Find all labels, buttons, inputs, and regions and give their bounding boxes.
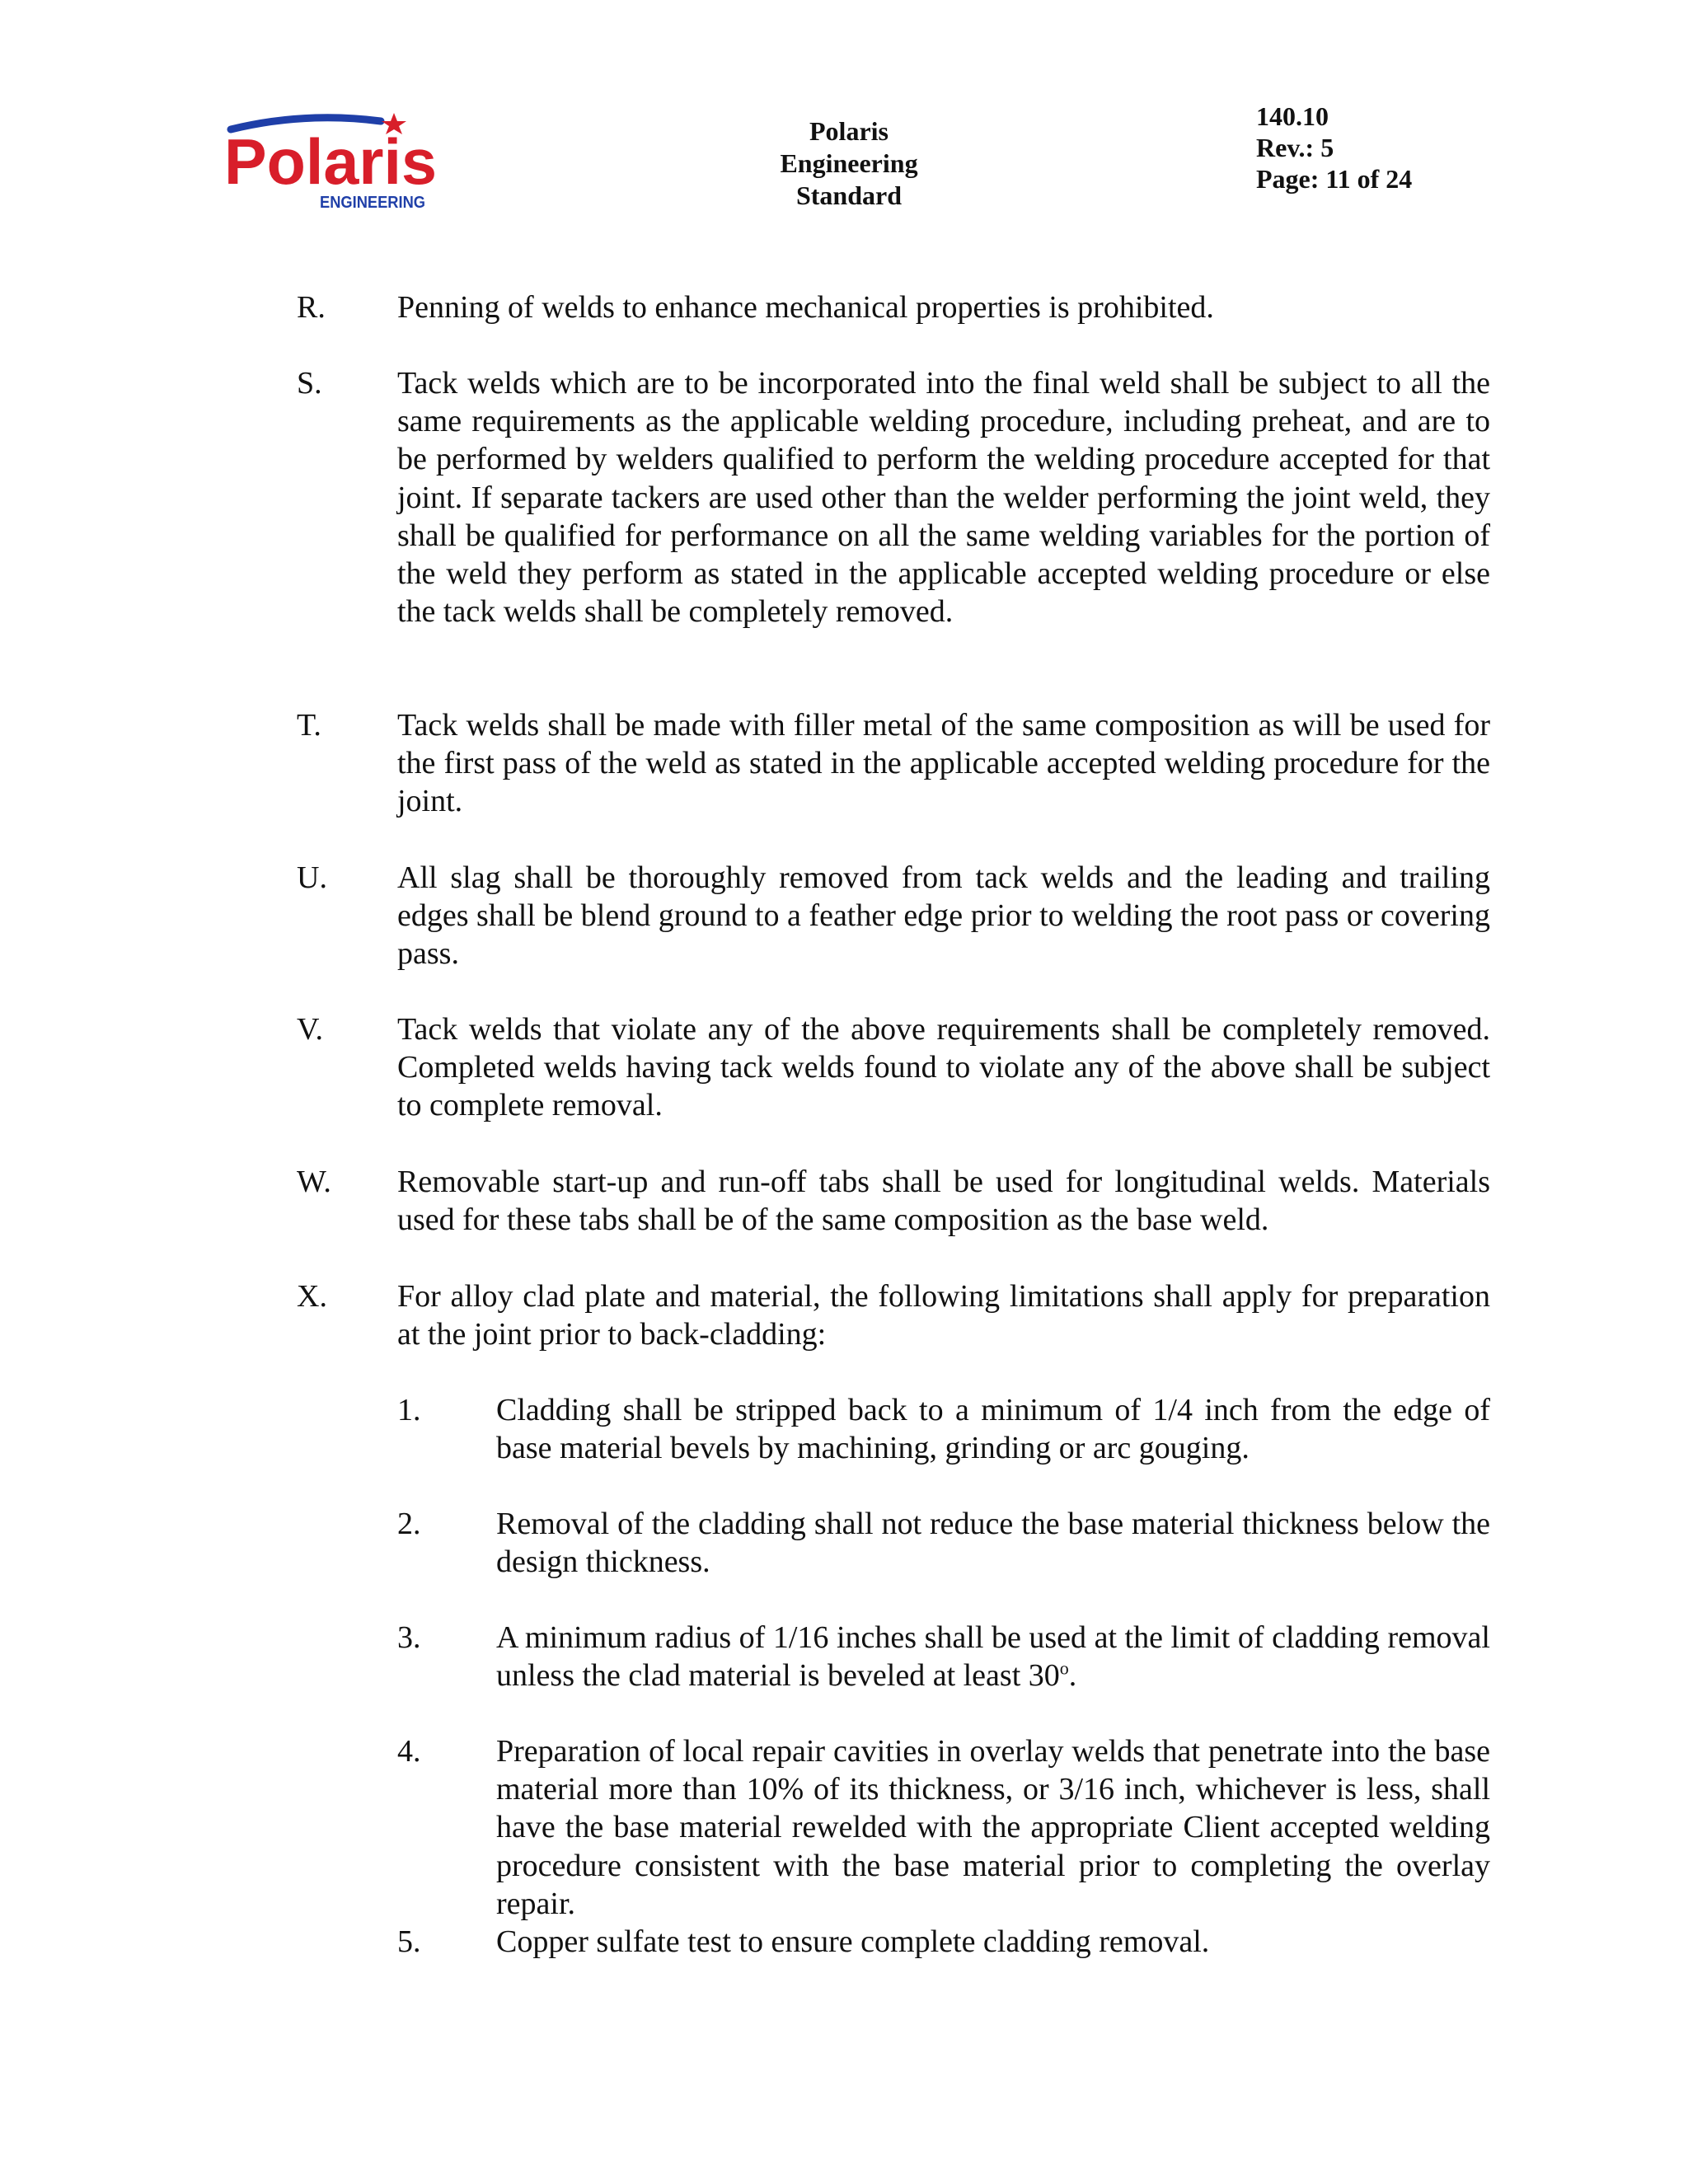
item-letter: W. [297,1165,331,1199]
title-line-3: Standard [795,180,903,210]
sub-item-number: 2. [397,1507,421,1541]
title-line-1: Polaris [809,116,889,146]
item-text: Removable start-up and run-off tabs shall be used for longitudinal welds. Materials used for these tabs shall be of the same composition as the base weld. [397,1165,1490,1238]
item-letter: X. [297,1279,327,1314]
sub-item-text: Removal of the cladding shall not reduce the base material thickness below the design thickness. [496,1507,1490,1580]
item-text: Penning of welds to enhance mechanical properties is prohibited. [397,290,1214,325]
sub-item-number: 5. [397,1924,421,1959]
item-letter: T. [297,708,321,743]
item-letter: U. [297,860,327,895]
revision: Rev.: 5 [1256,133,1334,162]
item-letter: R. [297,290,326,325]
sub-item-text: Preparation of local repair cavities in overlay welds that penetrate into the base material more than 10% of its thickness, or 3/16 inch, whichever is less, shall have the base material rewelded with the appropriate Client accepted welding procedure consistent with the base material prior to completing the overlay repair. [496,1734,1490,1921]
item-text: For alloy clad plate and material, the following limitations shall apply for preparation at the joint prior to back-cladding: [397,1279,1490,1352]
doc-number: 140.10 [1256,101,1329,131]
sub-item-text: Copper sulfate test to ensure complete cladding removal. [496,1924,1210,1959]
sub-item-text [496,1619,1490,1694]
svg-text:Polaris: Polaris [224,125,437,198]
title-line-2: Engineering [780,148,918,178]
degree-superscript: o [1059,1657,1069,1679]
sub-item-text: Cladding shall be stripped back to a minimum of 1/4 inch from the edge of base material bevels by machining, grinding or arc gouging. [496,1393,1490,1466]
item-letter: S. [297,366,322,401]
item-text: Tack welds shall be made with filler metal of the same composition as will be used for the first pass of the weld as stated in the applicable accepted welding procedure for the joint. [397,708,1490,819]
sub-item-text-main: A minimum radius of 1/16 inches shall be used at the limit of cladding removal unless the clad material is beveled at least 30 [496,1620,1490,1694]
sub-item-number: 4. [397,1734,421,1769]
document-title [725,115,973,212]
document-info [1256,101,1470,194]
item-letter: V. [297,1012,324,1047]
item-text: Tack welds which are to be incorporated into the final weld shall be subject to all the same requirements as the applicable welding procedure, including preheat, and are to be performed by welders qualified to perform the welding procedure accepted for that joint. If separate tackers are used other than the welder performing the joint weld, they shall be qualified for performance on all the same welding variables for the portion of the weld they perform as stated in the applicable accepted welding procedure or else the tack welds shall be completely removed. [397,366,1490,630]
item-text: All slag shall be thoroughly removed from tack welds and the leading and trailing edges shall be blend ground to a feather edge prior to welding the root pass or covering pass. [397,860,1490,972]
sub-item-text-tail: . [1068,1658,1077,1694]
polaris-logo [223,111,441,214]
sub-item-number: 3. [397,1620,421,1655]
page-header [0,0,1688,247]
sub-item-number: 1. [397,1393,421,1427]
item-text: Tack welds that violate any of the above requirements shall be completely removed. Completed welds having tack welds found to violate any of the above shall be subject to complete removal. [397,1012,1490,1123]
svg-text:ENGINEERING: ENGINEERING [320,194,425,212]
polaris-logo-graphic [223,111,441,214]
page-number: Page: 11 of 24 [1256,164,1413,194]
